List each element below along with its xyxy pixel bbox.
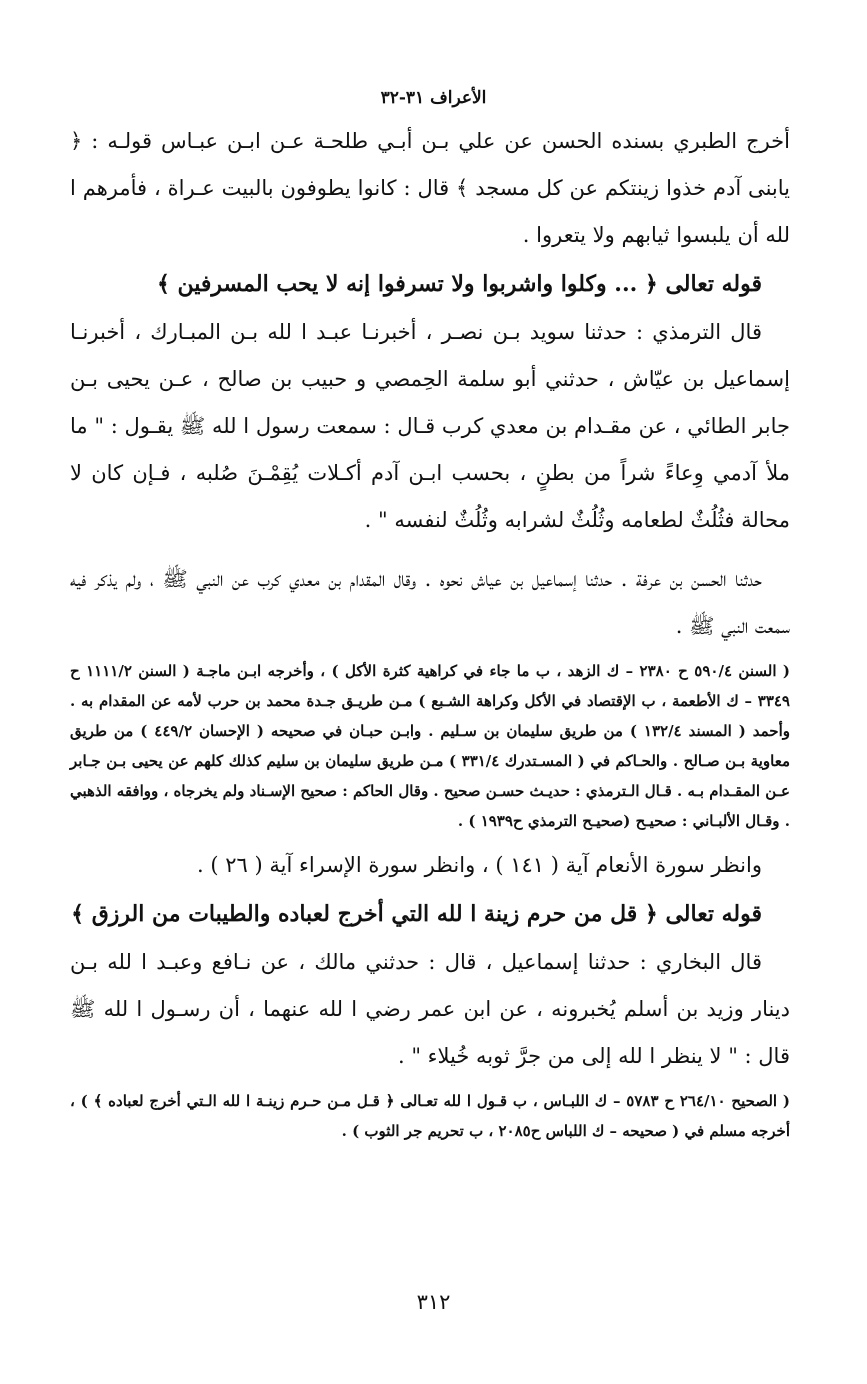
running-header: الأعراف ٣١-٣٢ bbox=[380, 88, 487, 108]
paragraph-tabari-narration: أخرج الطبري بسنده الحسن عن علي بـن أبـي طلحـة عـن ابـن عبـاس قولـه : ﴿ يابنى آدم خذوا زينتكم عن كل مسجد ﴾ قال : كانوا يطوفون بالبيت عـراة ، فأمرهم ا لله أن يلبسوا ثيابهم ولا يتعروا . bbox=[70, 129, 790, 247]
citation-footnote-bukhari: ( الصحيح ٢٦٤/١٠ ح ٥٧٨٣ – ك اللبـاس ، ب قـول ا لله تعـالى ﴿ قـل مـن حـرم زينـة ا لله الـتي أخرج لعباده ﴾ ) ، أخرجه مسلم في ( صحيحه – ك اللباس ح٢٠٨٥ ، ب تحريم جر الثوب ) . bbox=[70, 1092, 790, 1140]
paragraph-cross-reference: وانظر سورة الأنعام آية ( ١٤١ ) ، وانظر سورة الإسراء آية ( ٢٦ ) . bbox=[197, 853, 762, 877]
page-number: ٣١٢ bbox=[416, 1290, 451, 1314]
paragraph-second-chain: حدثنا الحسن بن عرفة . حدثنا إسماعيل بن عياش نحوه . وقال المقدام بن معدي كرب عن النبي ﷺ ، ولم يذكر فيه سمعت النبي ﷺ . bbox=[70, 567, 790, 638]
spacer bbox=[70, 544, 790, 556]
paragraph-bukhari-hadith: قال البخاري : حدثنا إسماعيل ، قال : حدثني مالك ، عن نـافع وعبـد ا لله بـن دينار وزيد بن أسلم يُخبرونه ، عن ابن عمر رضي ا لله عنهما ، أن رسـول ا لله ﷺ قال : " لا ينظر ا لله إلى من جرَّ ثوبه خُيلاء " . bbox=[70, 950, 790, 1068]
verse-heading-adornment: قوله تعالى ﴿ قل من حرم زينة ا لله التي أخرج لعباده والطيبات من الرزق ﴾ bbox=[71, 901, 762, 927]
verse-heading-eat-drink: قوله تعالى ﴿ ... وكلوا واشربوا ولا تسرفوا إنه لا يحب المسرفين ﴾ bbox=[156, 271, 762, 297]
citation-footnote-tirmidhi: ( السنن ٥٩٠/٤ ح ٢٣٨٠ – ك الزهد ، ب ما جاء في كراهية كثرة الأكل ) ، وأخرجه ابـن ماجـة ( السنن ١١١١/٢ ح ٣٣٤٩ – ك الأطعمة ، ب الإقتصاد في الأكل وكراهة الشـبع ) مـن طريـق جـدة محمد بن حرب لأمه عن المقدام به . وأحمد ( المسند ١٣٢/٤ ) من طريق سليمان بن سـليم . وابـن حبـان في صحيحه ( الإحسان ٤٤٩/٢ ) من طريق معاوية بـن صـالح . والحـاكم في ( المسـتدرك ٣٣١/٤ ) مـن طريق سليمان بن سليم كذلك كلهم عن يحيى بـن جـابر عـن المقـدام بـه . قـال الـترمذي : حديـث حسـن صحيح . وقال الحاكم : صحيح الإسـناد ولم يخرجاه ، ووافقه الذهبي . وقـال الألبـاني : صحيـح (صحيـح الترمذي ح١٩٣٩ ) . bbox=[70, 662, 791, 830]
paragraph-tirmidhi-hadith: قال الترمذي : حدثنا سويد بـن نصـر ، أخبرنـا عبـد ا لله بـن المبـارك ، أخبرنـا إسماعيل بن عيّاش ، حدثني أبو سلمة الحِمصي و حبيب بن صالح ، عـن يحيى بـن جابر الطائي ، عن مقـدام بن معدي كرب قـال : سمعت رسول ا لله ﷺ يقـول : " ما ملأ آدمي وِعاءً شراً من بطنٍ ، بحسب ابـن آدم أكـلات يُقِمْـنَ صُلبه ، فـإن كان لا محالة فثُلُثٌ لطعامه وثُلُثٌ لشرابه وثُلُثٌ لنفسه " . bbox=[70, 320, 790, 532]
main-text bbox=[70, 118, 790, 1152]
